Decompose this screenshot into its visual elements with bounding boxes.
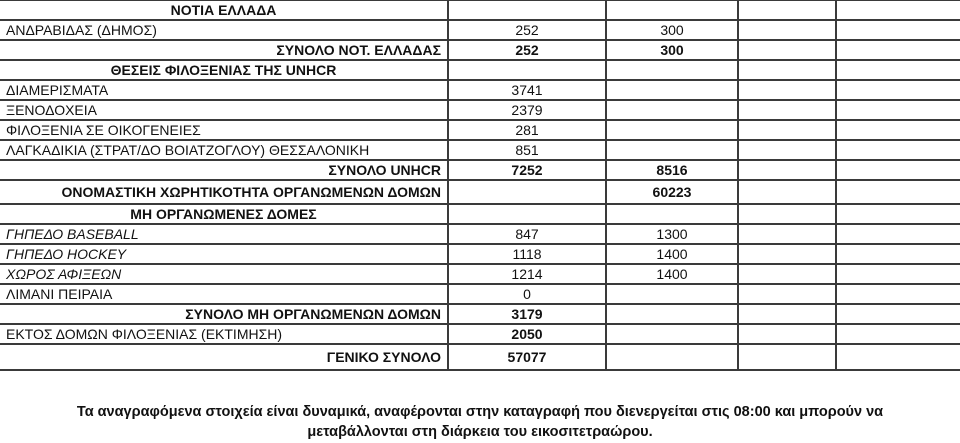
table-row: [0, 20, 960, 40]
cell-v1: 3741: [448, 80, 606, 100]
empty-cell: [738, 284, 836, 304]
row-label: ΔΙΑΜΕΡΙΣΜΑΤΑ: [0, 80, 448, 100]
capacity-label: ΟΝΟΜΑΣΤΙΚΗ ΧΩΡΗΤΙΚΟΤΗΤΑ ΟΡΓΑΝΩΜΕΝΩΝ ΔΟΜΩΝ: [0, 180, 448, 204]
empty-cell: [738, 80, 836, 100]
cell-v1: 1118: [448, 244, 606, 264]
cell-v1: 0: [448, 284, 606, 304]
section-header-south-greece: ΝΟΤΙΑ ΕΛΛΑΔΑ: [0, 0, 448, 20]
empty-cell: [738, 120, 836, 140]
empty-cell: [836, 40, 960, 60]
table-row: [0, 284, 960, 304]
cell-v1: [448, 180, 606, 204]
empty-cell: [836, 100, 960, 120]
footnote: [0, 402, 960, 442]
empty-cell: [836, 180, 960, 204]
cell-v1: 281: [448, 120, 606, 140]
row-label: ΛΑΓΚΑΔΙΚΙΑ (ΣΤΡΑΤ/ΔΟ ΒΟΙΑΤΖΟΓΛΟΥ) ΘΕΣΣΑΛΟΝΙΚΗ: [0, 140, 448, 160]
cell-v1: [448, 60, 606, 80]
table-row: [0, 40, 960, 60]
cell-v2: 300: [606, 20, 738, 40]
cell-v2: [606, 0, 738, 20]
table-row: [0, 324, 960, 344]
cell-v2: [606, 304, 738, 324]
row-label: ΞΕΝΟΔΟΧΕΙΑ: [0, 100, 448, 120]
empty-cell: [836, 344, 960, 370]
capacity-value: 60223: [606, 180, 738, 204]
empty-cell: [836, 284, 960, 304]
cell-v1: 3179: [448, 304, 606, 324]
cell-v2: 1400: [606, 264, 738, 284]
cell-v1: 847: [448, 224, 606, 244]
empty-cell: [836, 0, 960, 20]
table-row: [0, 140, 960, 160]
cell-v1: 7252: [448, 160, 606, 180]
empty-cell: [738, 0, 836, 20]
section-header-unorganized: ΜΗ ΟΡΓΑΝΩΜΕΝΕΣ ΔΟΜΕΣ: [0, 204, 448, 224]
cell-v2: 1300: [606, 224, 738, 244]
empty-cell: [836, 140, 960, 160]
empty-cell: [738, 244, 836, 264]
empty-cell: [738, 224, 836, 244]
row-label: ΓΗΠΕΔΟ BASEBALL: [0, 224, 448, 244]
row-label: ΑΝΔΡΑΒΙΔΑΣ (ΔΗΜΟΣ): [0, 20, 448, 40]
cell-v2: [606, 80, 738, 100]
row-label: ΛΙΜΑΝΙ ΠΕΙΡΑΙΑ: [0, 284, 448, 304]
table-row: [0, 60, 960, 80]
table-row: [0, 180, 960, 204]
empty-cell: [836, 160, 960, 180]
empty-cell: [836, 120, 960, 140]
cell-v1: 2050: [448, 324, 606, 344]
empty-cell: [738, 344, 836, 370]
table-row: [0, 244, 960, 264]
table-row: [0, 0, 960, 20]
empty-cell: [738, 304, 836, 324]
cell-v2: [606, 324, 738, 344]
subtotal-label: ΣΥΝΟΛΟ UNHCR: [0, 160, 448, 180]
table-row: [0, 344, 960, 370]
footnote-line-2: μεταβάλλονται στη διάρκεια του εικοσιτετραώρου.: [307, 424, 653, 440]
cell-v1: 2379: [448, 100, 606, 120]
grand-total-value: 57077: [448, 344, 606, 370]
footnote-line-1: Τα αναγραφόμενα στοιχεία είναι δυναμικά, αναφέρονται στην καταγραφή που διενεργείται στις 08:00 και μπορούν να: [76, 404, 884, 420]
empty-cell: [738, 204, 836, 224]
cell-v2: [606, 140, 738, 160]
row-label: ΦΙΛΟΞΕΝΙΑ ΣΕ ΟΙΚΟΓΕΝΕΙΕΣ: [0, 120, 448, 140]
empty-cell: [738, 324, 836, 344]
empty-cell: [836, 60, 960, 80]
empty-cell: [836, 224, 960, 244]
table-row: [0, 304, 960, 324]
empty-cell: [738, 264, 836, 284]
cell-v1: [448, 0, 606, 20]
empty-cell: [836, 304, 960, 324]
cell-v1: [448, 204, 606, 224]
empty-cell: [738, 40, 836, 60]
empty-cell: [836, 204, 960, 224]
cell-v2: [606, 204, 738, 224]
empty-cell: [738, 60, 836, 80]
grand-total-label: ΓΕΝΙΚΟ ΣΥΝΟΛΟ: [0, 344, 448, 370]
table-row: [0, 100, 960, 120]
table-row: [0, 204, 960, 224]
cell-v2: 1400: [606, 244, 738, 264]
cell-v2: [606, 100, 738, 120]
empty-cell: [738, 20, 836, 40]
row-label: ΓΗΠΕΔΟ HOCKEY: [0, 244, 448, 264]
subtotal-label: ΣΥΝΟΛΟ ΝΟΤ. ΕΛΛΑΔΑΣ: [0, 40, 448, 60]
cell-v1: 252: [448, 20, 606, 40]
cell-v2: [606, 120, 738, 140]
cell-v1: 1214: [448, 264, 606, 284]
empty-cell: [836, 264, 960, 284]
table-row: [0, 160, 960, 180]
row-label: ΕΚΤΟΣ ΔΟΜΩΝ ΦΙΛΟΞΕΝΙΑΣ (ΕΚΤΙΜΗΣΗ): [0, 324, 448, 344]
cell-v1: 252: [448, 40, 606, 60]
cell-v2: [606, 284, 738, 304]
cell-v2: [606, 60, 738, 80]
table-row: [0, 264, 960, 284]
cell-v2: 300: [606, 40, 738, 60]
table-row: [0, 120, 960, 140]
row-label: ΧΩΡΟΣ ΑΦΙΞΕΩΝ: [0, 264, 448, 284]
empty-cell: [738, 180, 836, 204]
empty-cell: [738, 100, 836, 120]
cell-v2: [606, 344, 738, 370]
table-row: [0, 80, 960, 100]
empty-cell: [836, 80, 960, 100]
table-row: [0, 224, 960, 244]
empty-cell: [738, 140, 836, 160]
cell-v1: 851: [448, 140, 606, 160]
empty-cell: [836, 20, 960, 40]
empty-cell: [738, 160, 836, 180]
empty-cell: [836, 244, 960, 264]
empty-cell: [836, 324, 960, 344]
cell-v2: 8516: [606, 160, 738, 180]
section-header-unhcr: ΘΕΣΕΙΣ ΦΙΛΟΞΕΝΙΑΣ ΤΗΣ UNHCR: [0, 60, 448, 80]
subtotal-label: ΣΥΝΟΛΟ ΜΗ ΟΡΓΑΝΩΜΕΝΩΝ ΔΟΜΩΝ: [0, 304, 448, 324]
